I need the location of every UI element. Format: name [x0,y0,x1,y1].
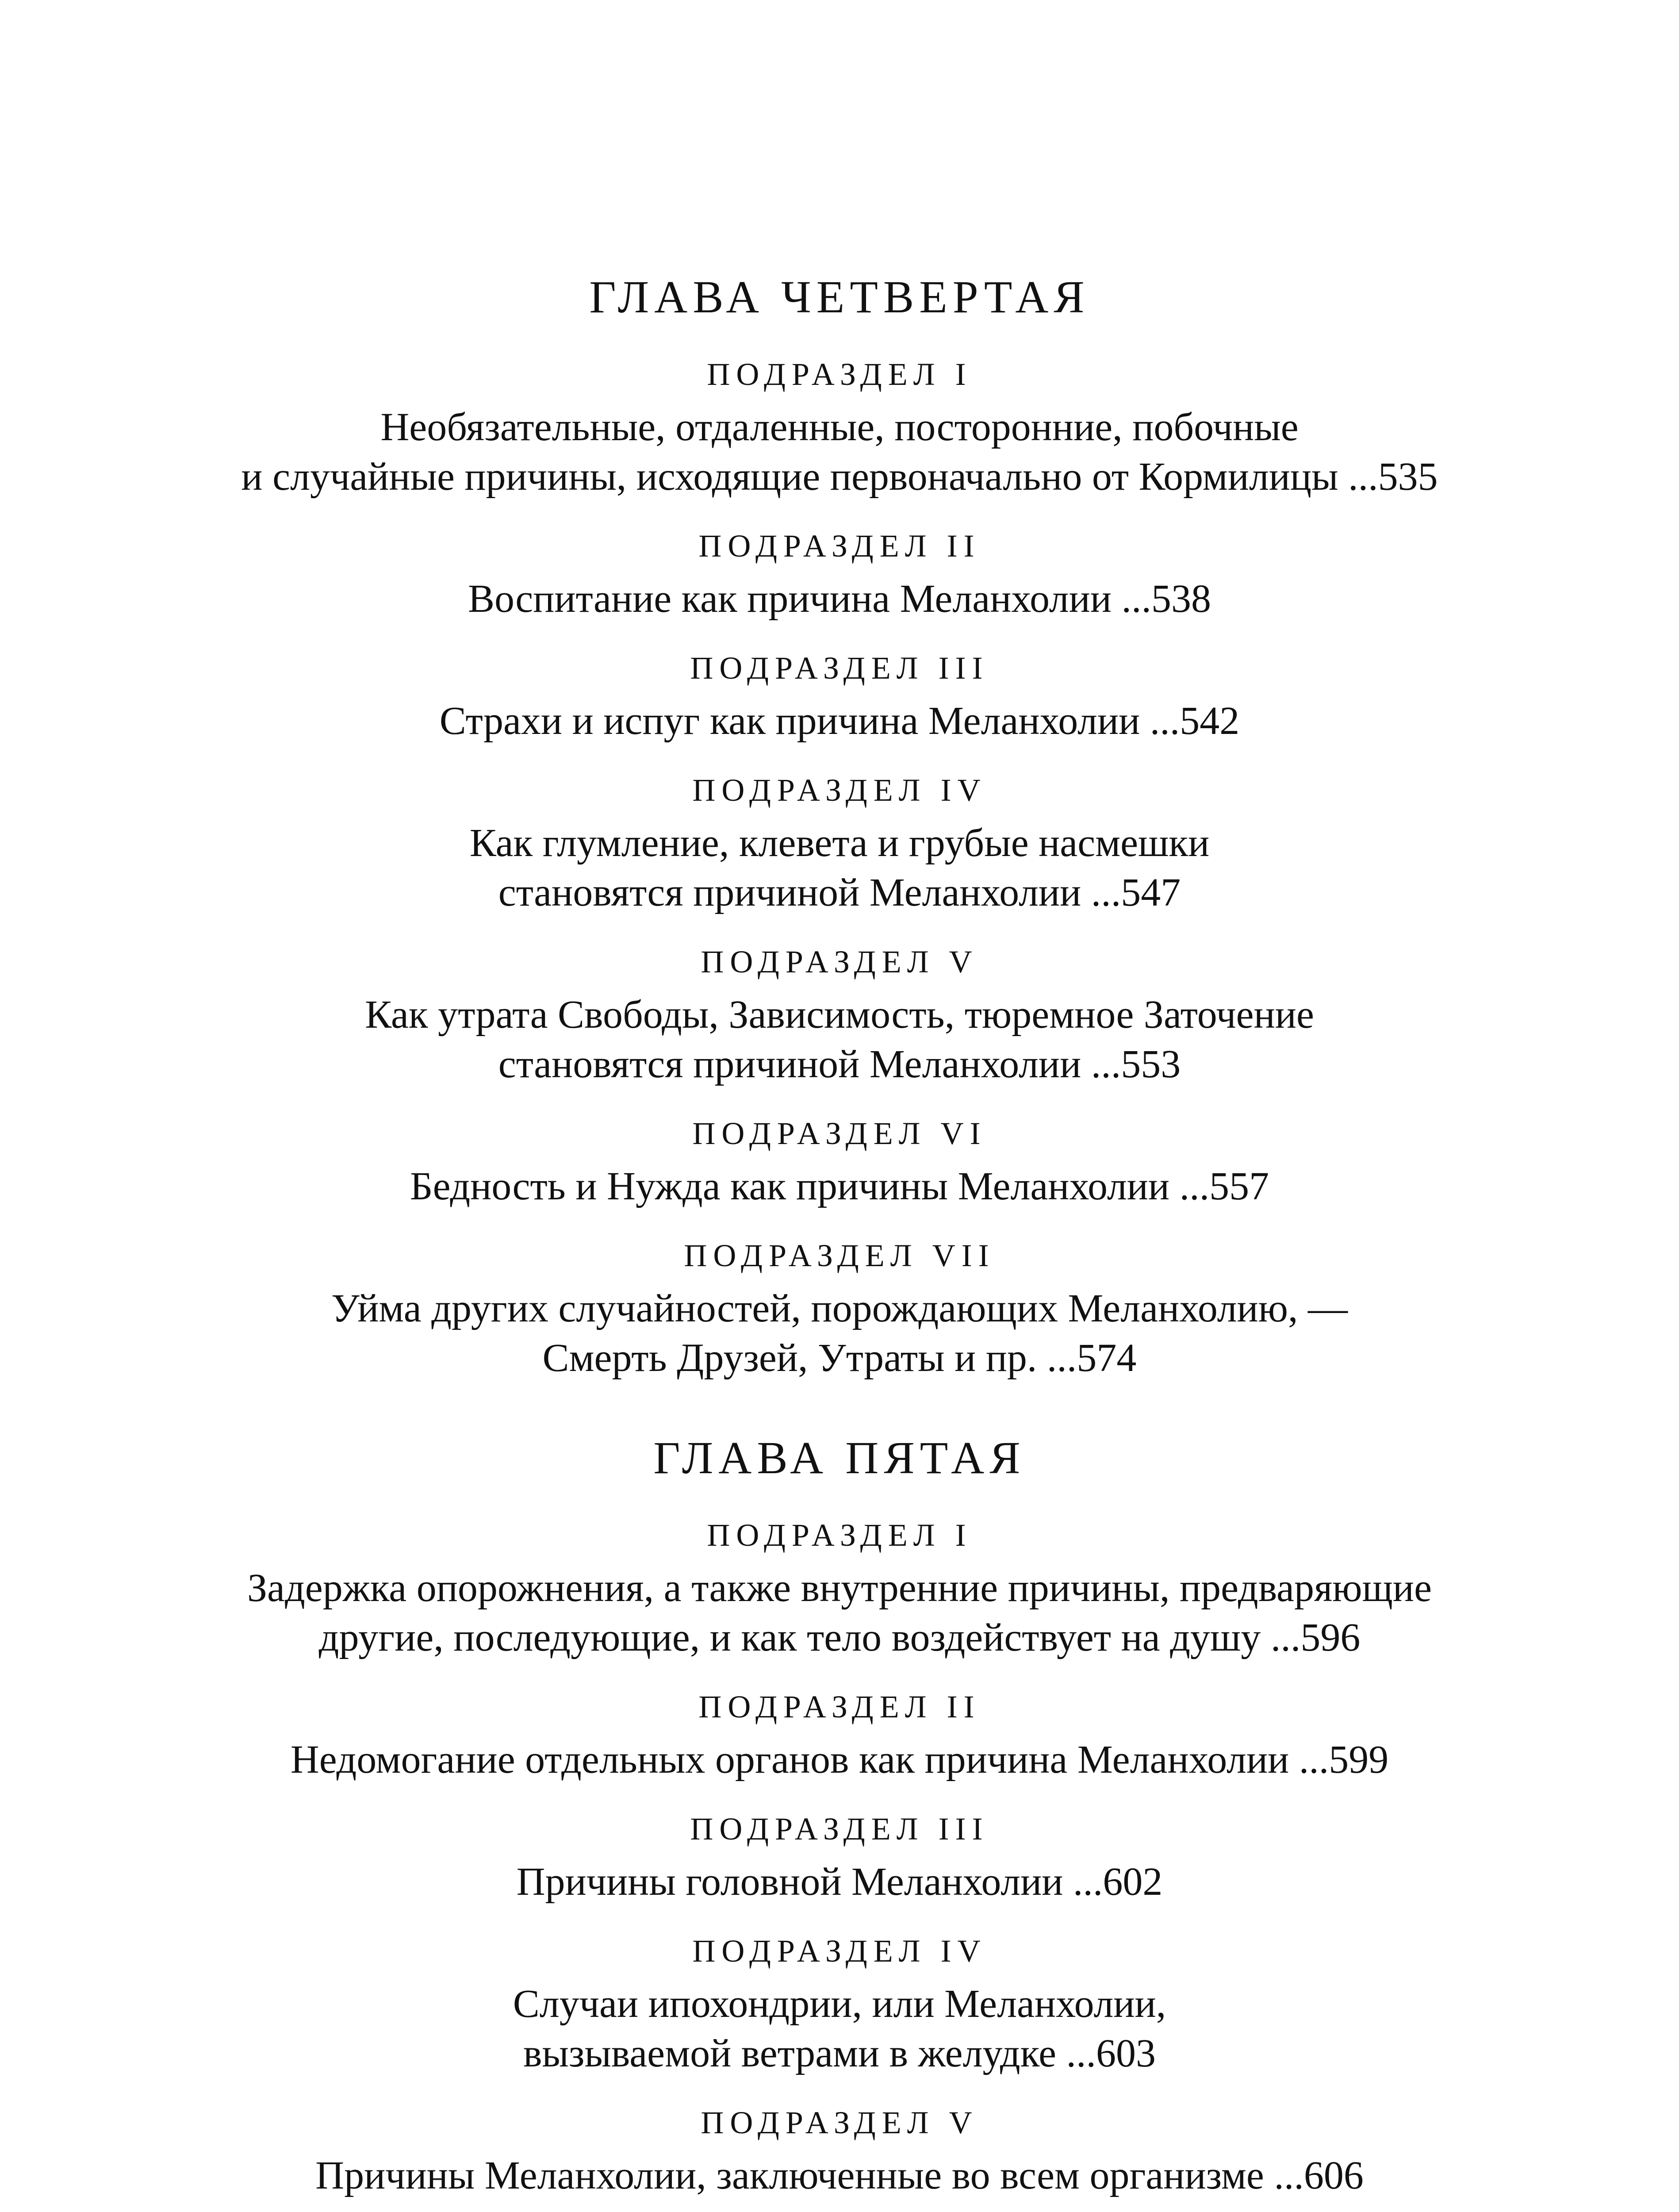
subsection-label: ПОДРАЗДЕЛ IV [692,1933,987,1969]
entry-text: Причины головной Меланхолии ...602 [516,1860,1163,1904]
chapter-title: ГЛАВА ПЯТАЯ [653,1432,1026,1483]
subsection [0,1813,1679,1907]
subsection [0,530,1679,624]
entry-text: Недомогание отдельных органов как причина Меланхолии ...599 [290,1738,1389,1782]
subsection-label: ПОДРАЗДЕЛ II [698,1689,981,1724]
subsection [0,946,1679,1089]
entry-text: Причины Меланхолии, заключенные во всем организме ...606 [315,2154,1364,2197]
subsection [0,774,1679,918]
table-of-contents [0,274,1679,2212]
subsection-label: ПОДРАЗДЕЛ IV [692,772,987,808]
subsection [0,1118,1679,1211]
entry-text: Задержка опорожнения, а также внутренние причины, предваряющие [247,1566,1432,1610]
chapter-title: ГЛАВА ЧЕТВЕРТАЯ [589,272,1090,323]
subsection-label: ПОДРАЗДЕЛ V [701,944,978,979]
entry-text: другие, последующие, и как тело воздействует на душу ...596 [318,1616,1361,1659]
subsection [0,358,1679,502]
subsection-label: ПОДРАЗДЕЛ I [707,1517,972,1553]
entry-text: Бедность и Нужда как причины Меланхолии ...557 [410,1164,1269,1208]
subsection-label: ПОДРАЗДЕЛ VI [692,1116,987,1151]
subsection [0,1935,1679,2078]
subsection-label: ПОДРАЗДЕЛ I [707,357,972,392]
subsection [0,1691,1679,1785]
subsection-label: ПОДРАЗДЕЛ VII [684,1238,995,1273]
entry-text: Смерть Друзей, Утраты и пр. ...574 [542,1336,1137,1380]
subsection-label: ПОДРАЗДЕЛ III [690,1811,989,1847]
subsection-label: ПОДРАЗДЕЛ III [690,650,989,686]
entry-text: Страхи и испуг как причина Меланхолии ...542 [439,699,1240,743]
entry-text: Случаи ипохондрии, или Меланхолии, [513,1982,1166,2026]
entry-text: и случайные причины, исходящие первоначально от Кормилицы ...535 [241,455,1438,499]
subsection [0,2107,1679,2200]
entry-text: становятся причиной Меланхолии ...553 [498,1042,1181,1086]
entry-text: Воспитание как причина Меланхолии ...538 [468,577,1211,621]
entry-text: становятся причиной Меланхолии ...547 [498,871,1181,914]
subsection-label: ПОДРАЗДЕЛ II [698,528,981,564]
entry-text: Как глумление, клевета и грубые насмешки [469,821,1210,865]
entry-text: вызываемой ветрами в желудке ...603 [523,2032,1156,2075]
subsection [0,1519,1679,1663]
subsection-label: ПОДРАЗДЕЛ V [701,2105,978,2140]
entry-text: Уйма других случайностей, порождающих Меланхолию, — [331,1286,1348,1330]
subsection [0,652,1679,746]
entry-text: Как утрата Свободы, Зависимость, тюремное Заточение [365,993,1314,1037]
subsection [0,1240,1679,1383]
entry-text: Необязательные, отдаленные, посторонние, побочные [380,405,1299,449]
